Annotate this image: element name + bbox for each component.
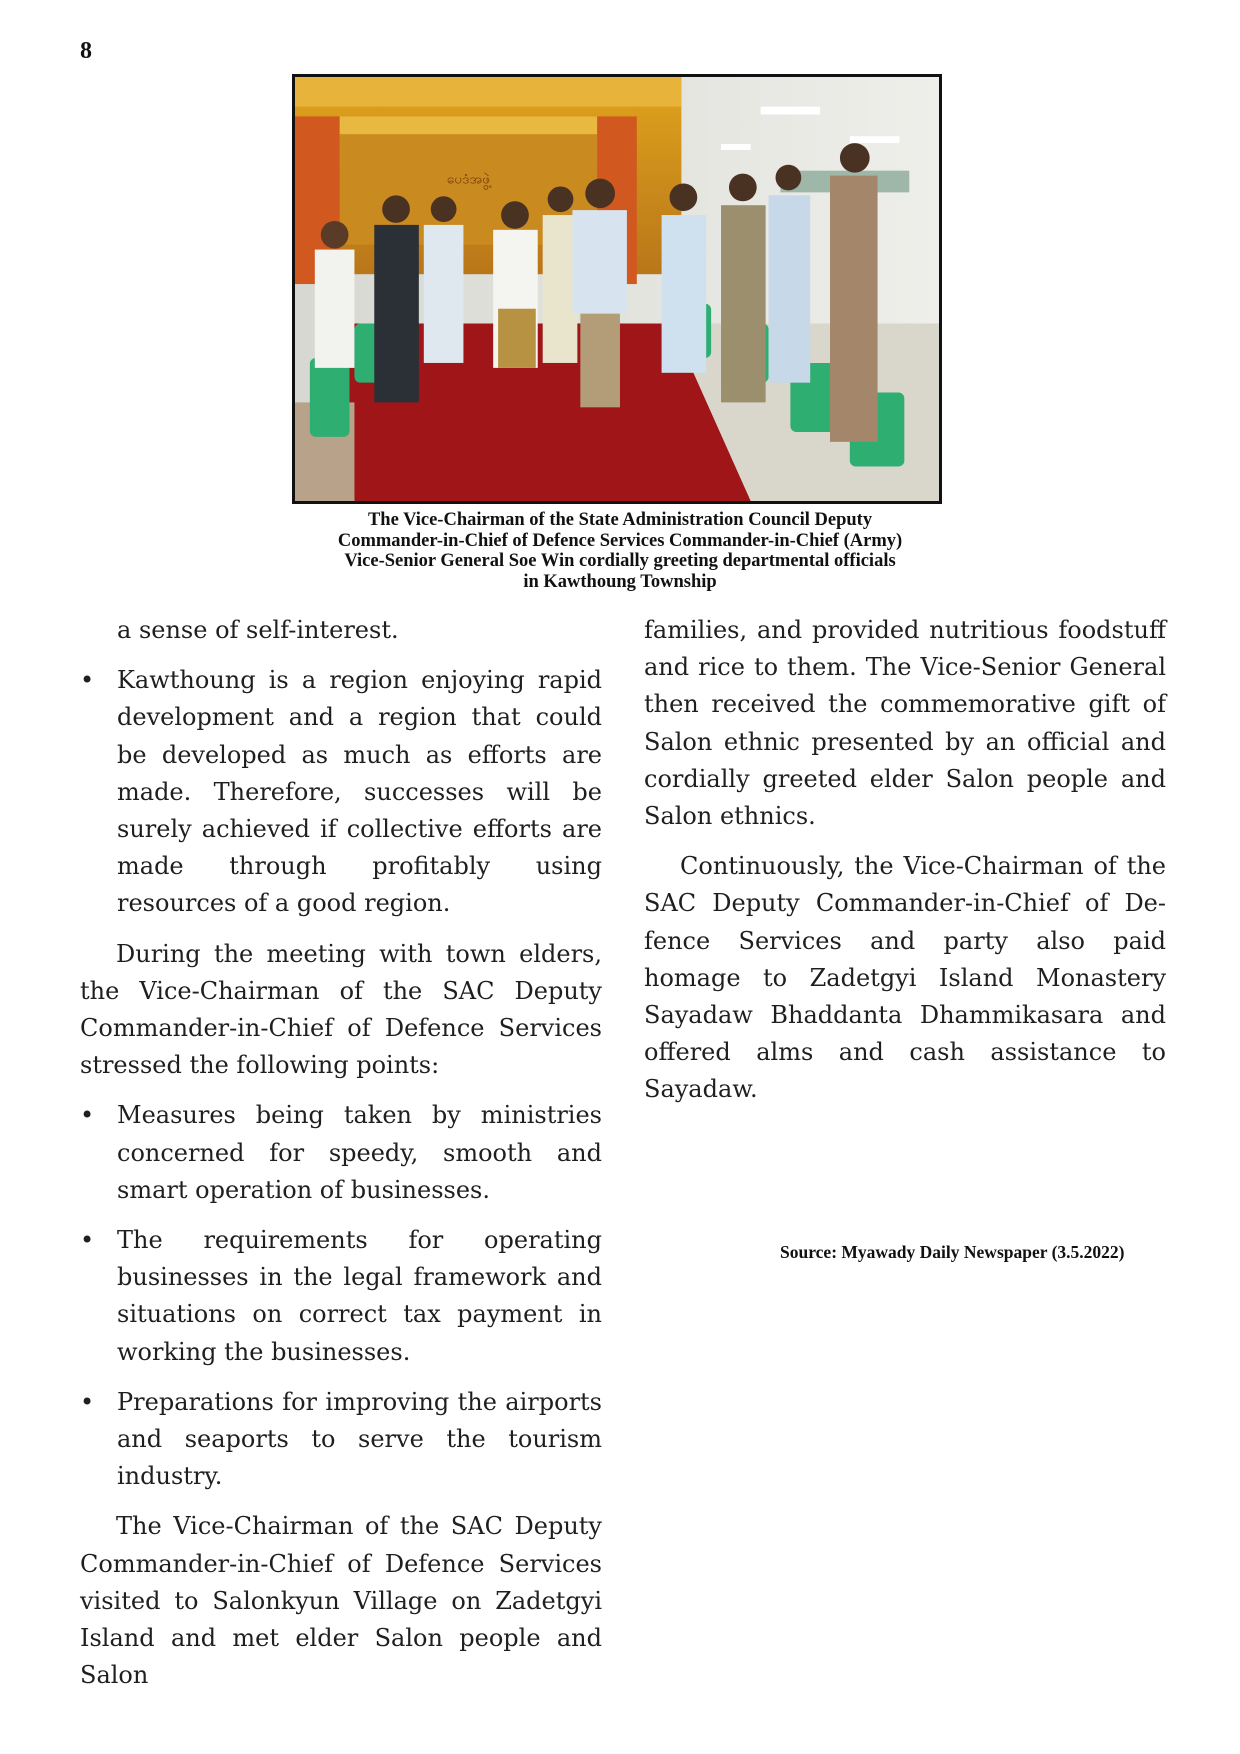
left-column — [80, 612, 602, 1707]
page-number: 8 — [80, 38, 92, 64]
bullet-text: The requirements for operating businesses in the legal framework and situations on correct tax payment in working the businesses. — [117, 1226, 602, 1366]
source-credit: Source: Myawady Daily Newspaper (3.5.2022) — [780, 1242, 1125, 1262]
caption-line: Commander-in-Chief of Defence Services Commander-in-Chief (Army) — [337, 530, 903, 551]
caption-line: The Vice-Chairman of the State Administration Council Deputy — [367, 510, 873, 530]
photo-caption — [270, 510, 970, 592]
stage-sign: ပေဒံအဖွဲ့ — [446, 171, 491, 188]
bullet-text: Measures being taken by ministries concerned for speedy, smooth and smart operation of businesses. — [117, 1101, 602, 1204]
caption-line: Vice-Senior General Soe Win cordially greeting departmental officials — [344, 551, 896, 571]
bullet-icon: • — [80, 666, 95, 695]
bullet-text: Kawthoung is a region enjoying rapid development and a region that could be developed as much as efforts are made. Therefore, successes will be surely achieved if collective efforts are made through profitably using resources of a good region. — [117, 666, 602, 918]
bullet-item — [80, 1097, 602, 1209]
paragraph: During the meeting with town elders, the Vice-Chairman of the SAC Deputy Commander-in-Chief of Defence Services stressed the following points: — [80, 939, 602, 1080]
bullet-icon: • — [80, 1387, 95, 1416]
bullet-item — [80, 1222, 602, 1371]
news-photo — [292, 74, 942, 504]
right-column — [644, 612, 1166, 1122]
paragraph: The Vice-Chairman of the SAC Deputy Commander-in-Chief of Defence Services visited to Salonkyun Village on Zadetgyi Island and met elder Salon people and Salon — [80, 1512, 602, 1690]
bullet-icon: • — [80, 1226, 95, 1255]
bullet-text: Preparations for improving the airports and seaports to serve the tourism industry. — [117, 1387, 602, 1491]
photo-illustration — [295, 77, 939, 501]
caption-line: in Kawthoung Township — [523, 571, 717, 592]
paragraph-continuation: families, and provided nutritious foodstuff and rice to them. The Vice-Senior General then received the commemorative gift of Salon ethnic presented by an official and cordially greeted elder Salon people and Salon ethnics. — [644, 616, 1166, 831]
paragraph: Continuously, the Vice-Chairman of the SAC Deputy Commander-in-Chief of Defence Services and party also paid homage to Zadetgyi Island Monastery Sayadaw Bhaddanta Dhammikasara and offered alms and cash assistance to Sayadaw. — [644, 852, 1166, 1104]
paragraph-continuation: a sense of self-interest. — [117, 616, 399, 644]
bullet-icon: • — [80, 1101, 95, 1130]
bullet-item — [80, 1384, 602, 1496]
bullet-item — [80, 662, 602, 922]
